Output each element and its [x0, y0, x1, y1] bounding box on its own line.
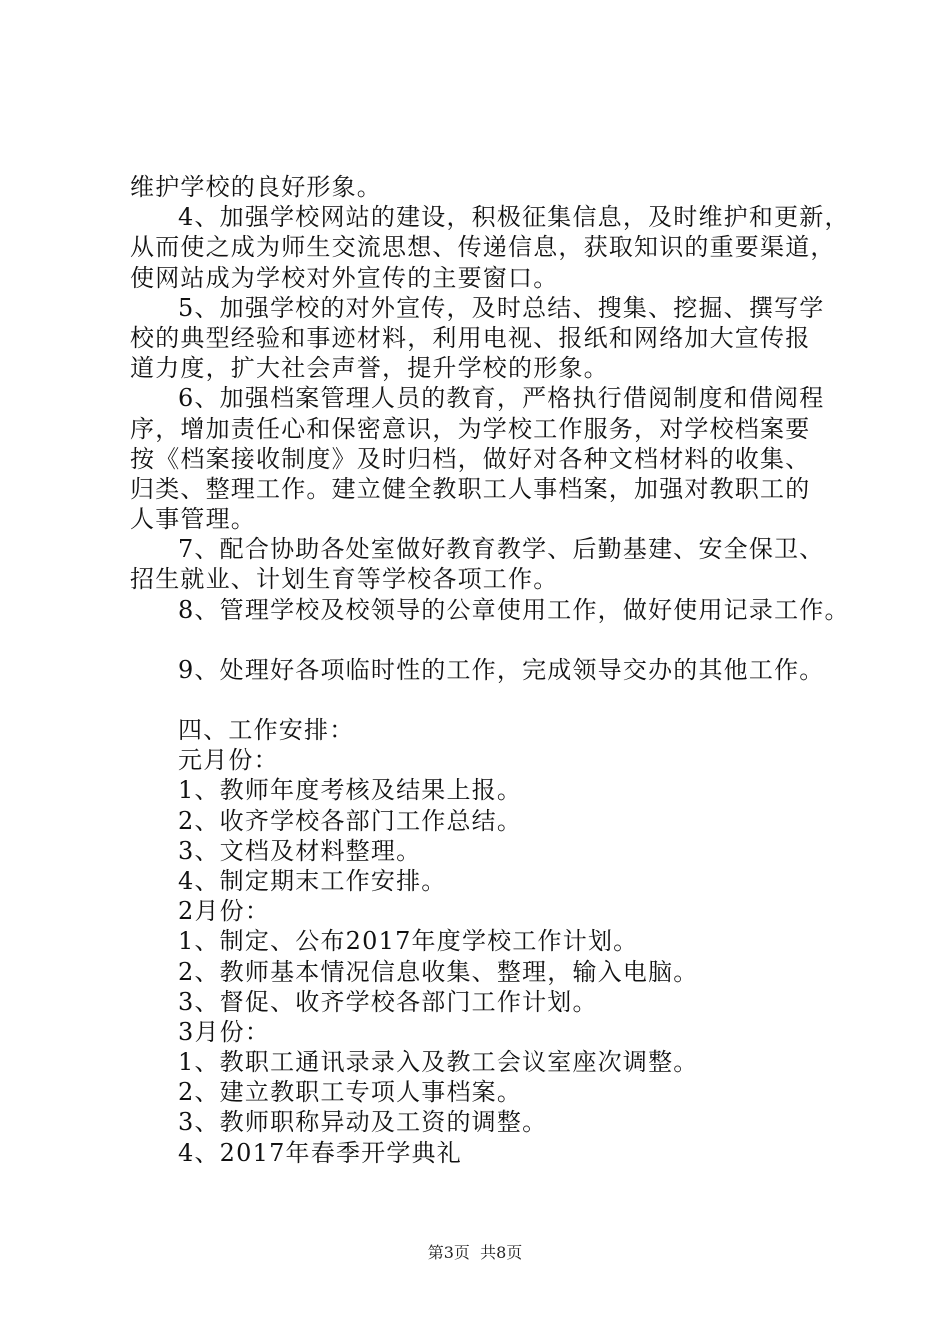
- page-footer: [0, 1243, 950, 1263]
- text-line: 2、教师基本情况信息收集、整理，输入电脑。: [178, 957, 699, 986]
- text-line: 5、加强学校的对外宣传，及时总结、搜集、挖掘、撰写学: [178, 293, 825, 322]
- text-line: 元月份：: [178, 746, 279, 775]
- text-line: 3、文档及材料整理。: [178, 836, 422, 865]
- paragraph-gap: [130, 685, 850, 715]
- text-line: 4、2017年春季开学典礼: [178, 1138, 462, 1167]
- text-line: 使网站成为学校对外宣传的主要窗口。: [130, 263, 559, 292]
- text-line: 1、教师年度考核及结果上报。: [178, 776, 523, 805]
- text-line: 道力度，扩大社会声誉，提升学校的形象。: [130, 354, 609, 383]
- text-line: 8、管理学校及校领导的公章使用工作，做好使用记录工作。: [178, 595, 850, 624]
- text-line: 3、督促、收齐学校各部门工作计划。: [178, 987, 598, 1016]
- text-line: 2、建立教职工专项人事档案。: [178, 1078, 523, 1107]
- text-line: 1、制定、公布2017年度学校工作计划。: [178, 927, 639, 956]
- text-line: 1、教职工通讯录录入及教工会议室座次调整。: [178, 1048, 699, 1077]
- text-line: 2月份：: [178, 897, 271, 926]
- text-line: 4、制定期末工作安排。: [178, 866, 447, 895]
- text-line: 7、配合协助各处室做好教育教学、后勤基建、安全保卫、: [178, 535, 825, 564]
- text-line: 3、教师职称异动及工资的调整。: [178, 1108, 548, 1137]
- total-pages: 共8页: [480, 1243, 523, 1262]
- text-line: 维护学校的良好形象。: [130, 173, 382, 201]
- text-line: 3月份：: [178, 1017, 271, 1046]
- current-page-number: 第3页: [427, 1243, 470, 1262]
- text-line: 归类、整理工作。建立健全教职工人事档案，加强对教职工的: [130, 474, 811, 503]
- text-line: 2、收齐学校各部门工作总结。: [178, 806, 523, 835]
- paragraph-gap: [130, 625, 850, 655]
- text-line: 校的典型经验和事迹材料，利用电视、报纸和网络加大宣传报: [130, 323, 811, 352]
- text-line: 6、加强档案管理人员的教育，严格执行借阅制度和借阅程: [178, 384, 825, 413]
- text-line: 序，增加责任心和保密意识，为学校工作服务，对学校档案要: [130, 414, 811, 443]
- text-line: 4、加强学校网站的建设，积极征集信息，及时维护和更新，: [178, 203, 850, 232]
- text-line: 从而使之成为师生交流思想、传递信息，获取知识的重要渠道，: [130, 233, 836, 262]
- text-line: 四、工作安排：: [178, 716, 355, 744]
- text-line: 人事管理。: [130, 505, 256, 534]
- text-line: 9、处理好各项临时性的工作，完成领导交办的其他工作。: [178, 655, 825, 684]
- text-line: 按《档案接收制度》及时归档，做好对各种文档材料的收集、: [130, 444, 811, 473]
- document-body: [130, 172, 850, 1168]
- text-line: 招生就业、计划生育等学校各项工作。: [130, 565, 559, 594]
